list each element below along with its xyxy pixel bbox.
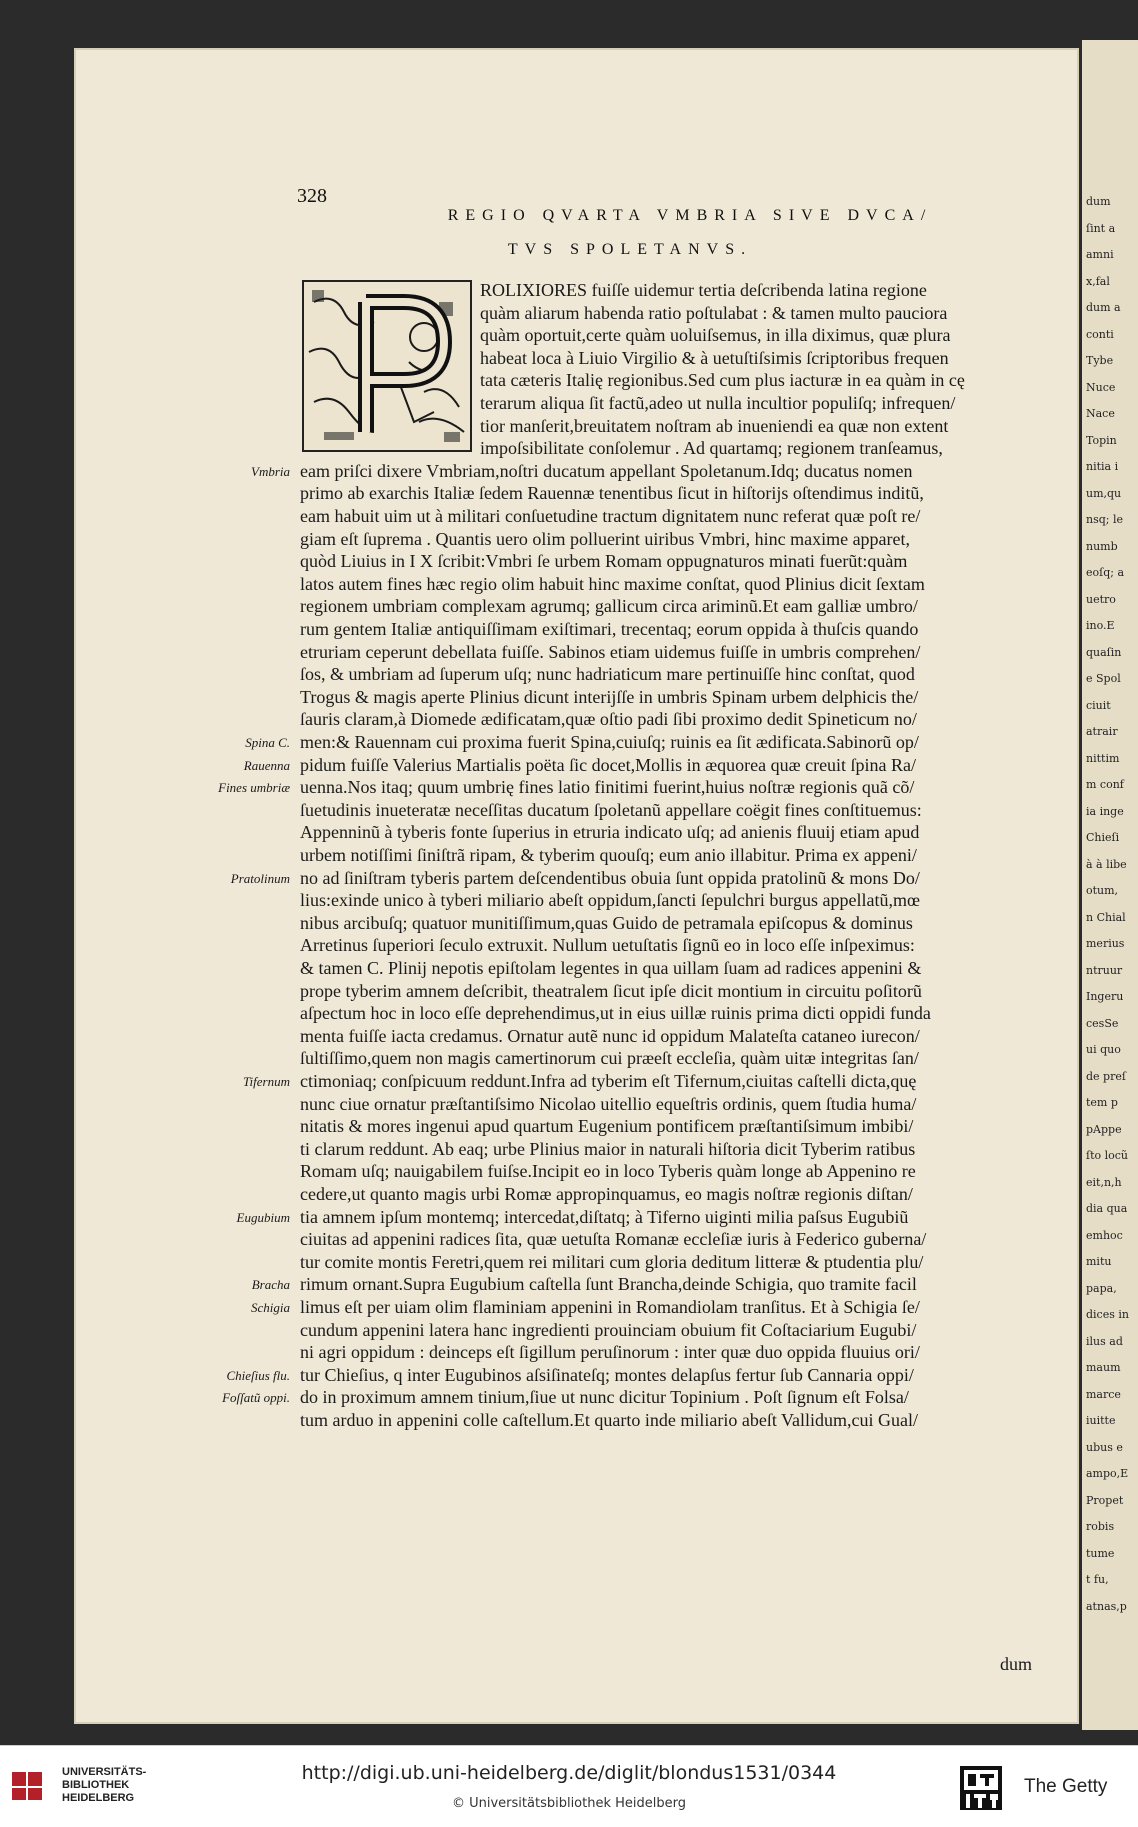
facing-page-fragment: emhoc (1086, 1228, 1123, 1242)
text-line: quàm aliarum habenda ratio poſtulabat : & tamen multo pauciora (480, 302, 948, 323)
text-line: menta fuiſſe iacta credamus. Ornatur autẽ nunc id oppidum Malateſta cataneo iurecon/ (300, 1025, 920, 1046)
text-line: terarum aliqua ſit factũ,adeo ut nulla incultior populiſq; infrequen/ (480, 393, 956, 413)
chapter-heading-line-2: TVS SPOLETANVS. (507, 241, 753, 258)
text-line: nunc ciue ornatur præſtantiſsimo Nicolao uitellio equeſtris ordinis, quem ſtudia huma/ (300, 1093, 917, 1114)
facing-page-fragment: dum (1086, 195, 1111, 208)
facing-page-fragment: Nace (1086, 407, 1115, 420)
text-line: limus eſt per uiam olim flaminiam appenini in Romandiolam tranſitus. Et à Schigia ſe/ (300, 1297, 920, 1317)
text-line: quòd Liuius in I X ſcribit:Vmbri ſe urbem Romam oppugnaturos minati fuerũt:quàm (300, 551, 908, 572)
facing-page-fragment: nittim (1086, 751, 1120, 765)
copyright-notice: © Universitätsbibliothek Heidelberg (451, 1796, 686, 1811)
facing-page-fragment: Propet (1086, 1493, 1124, 1507)
text-line: cedere,ut quanto magis urbi Romæ appropinquamus, eo magis noſtræ regionis diſtan/ (300, 1184, 913, 1204)
facing-page-fragment: n Chial (1086, 910, 1126, 924)
facing-page-fragment: Nuce (1086, 380, 1116, 394)
facing-page-fragment: ino.E (1086, 619, 1115, 632)
text-line: Trogus & magis aperte Plinius dicunt interijſſe in umbris Spinam urbem delphicis the/ (300, 686, 919, 707)
viewer-footer (0, 1745, 1138, 1827)
facing-page-fragment: numb (1086, 539, 1118, 553)
text-line: regionem umbriam complexam agrumq; gallicum circa ariminũ.Et eam galliæ umbro/ (300, 596, 918, 617)
chapter-heading-line-1: REGIO QVARTA VMBRIA SIVE DVCA/ (447, 207, 933, 224)
text-line: nibus arcibuſq; quatuor munitiſſimum,quas Guido de petramala epiſcopus & dominus (300, 912, 913, 933)
text-line: ctimoniaq; conſpicuum reddunt.Infra ad tyberim eſt Tifernum,ciuitas caſtelli dicta,quę (300, 1071, 917, 1091)
facing-page-fragment: robis (1086, 1520, 1115, 1533)
facing-page-fragment: nsq; le (1086, 513, 1124, 526)
text-line: tur Chieſius, q inter Eugubinos aſsiſinateſq; montes delapſus fertur ſub Cannaria oppi/ (300, 1364, 914, 1385)
facing-page-fragment: Ingeru (1086, 990, 1124, 1003)
text-line: Appenninũ à tyberis fonte ſuperius in etruria indicato uſq; ad anienis fluuij etiam apud (300, 822, 920, 843)
text-line: do in proximum amnem tinium,ſiue ut nunc dicitur Topinium . Poſt ſignum eſt Folsa/ (300, 1387, 909, 1408)
text-line: & tamen C. Plinij nepotis epiſtolam legentes in qua uillam ſuam ad radices appenini & (300, 958, 922, 978)
text-line: ROLIXIORES fuiſſe uidemur tertia deſcribenda latina regione (480, 280, 927, 300)
text-line: uenna.Nos itaq; quum umbrię fines latio finitimi fuerint,huius noſtræ regionis quã cõ/ (300, 777, 915, 798)
decorated-initial-image (302, 280, 472, 452)
text-line: prope tyberim amnem deſcribit, theatralem ſicut ipſe dicit montium in circuitu poſitorũ (300, 980, 922, 1001)
text-line: men:& Rauennam cui proxima fuerit Spina,cuiuſq; ruinis ea ſit ædificata.Sabinorũ op/ (300, 732, 919, 752)
margin-note: Spina C. (245, 735, 290, 750)
margin-note: Rauenna (243, 757, 290, 773)
margin-note: Pratolinum (230, 870, 290, 886)
partner-name: The Getty (1024, 1776, 1108, 1797)
facing-page-fragment: dices in (1086, 1308, 1129, 1321)
facing-page-fragment: x,fal (1086, 274, 1110, 288)
facing-page-fragment: pAppe (1086, 1122, 1122, 1136)
text-line: rum gentem Italiæ antiquiſſimam exiſtimari, trecentaq; eorum oppida à thuſcis quando (300, 619, 919, 639)
facing-page-fragment: quaſin (1086, 645, 1122, 659)
facing-page-fragment: tem p (1086, 1096, 1118, 1109)
facing-page-fragment: Chieſi (1086, 831, 1120, 844)
margin-note: Eugubium (236, 1209, 290, 1225)
text-line: ſauris claram,à Diomede ædificatam,quæ oſtio padi ſibi proximo dedit Spineticum no/ (300, 709, 917, 730)
facing-page-fragment: atnas,p (1086, 1599, 1127, 1613)
text-line: cundum appenini latera hanc ingredienti prouinciam obuium fit Coſtaciarium Eugubi/ (300, 1319, 917, 1340)
margin-note: Fines umbriæ (218, 780, 290, 796)
text-line: primo ab exarchis Italiæ ſedem Rauennæ tenentibus ſicut in hiſtorijs oſtendimus inditũ, (300, 483, 924, 504)
facing-page-fragment: dia qua (1086, 1202, 1128, 1215)
facing-page-fragment: ſint a (1086, 221, 1116, 235)
facing-page-fragment: atrair (1086, 725, 1118, 738)
margin-note: Tifernum (243, 1074, 290, 1089)
institution-line-3: HEIDELBERG (62, 1792, 135, 1804)
facing-page-fragment: m conf (1086, 778, 1124, 791)
facing-page-fragment: de preſ (1086, 1069, 1126, 1083)
text-line: aſpectum hoc in loco eſſe deprehendimus,ut in eius uillæ ruinis prima dicti oppidi funda (300, 1003, 931, 1024)
text-line: rimum ornant.Supra Eugubium caſtella ſunt Brancha,deinde Schigia, quo tramite facil (300, 1274, 917, 1295)
facing-page-fragment: ntruur (1086, 963, 1123, 977)
facing-page-fragment: eit,n,h (1086, 1175, 1122, 1189)
text-line: tum arduo in appenini colle caſtellum.Et quarto inde miliario abeſt Vallidum,cui Gual/ (300, 1410, 919, 1430)
facing-page-fragment: merius (1086, 937, 1125, 950)
getty-logo-icon (958, 1764, 1004, 1812)
text-line: no ad ſiniſtram tyberis partem deſcendentibus obuia ſunt oppida pratolinũ & mons Do/ (300, 867, 920, 888)
text-line: tata cæteris Italię regionibus.Sed cum plus iacturæ in ea quàm in cę (480, 370, 965, 391)
margin-note: Foſſatũ oppi. (222, 1390, 290, 1406)
text-line: eam priſci dixere Vmbriam,noſtri ducatum appellant Spoletanum.Idq; ducatus nomen (300, 460, 913, 481)
facing-page-fragment: Topin (1086, 433, 1117, 447)
facing-page-fragment: papa, (1086, 1281, 1117, 1295)
text-line: etruriam ceperunt debellata fuiſſe. Sabinos etiam uidemus fuiſſe in umbris comprehen/ (300, 641, 921, 662)
facing-page-fragment: tume (1086, 1546, 1115, 1560)
facing-page-fragment: eoſq; a (1086, 566, 1125, 579)
woodcut-initial-p-icon (304, 282, 470, 450)
text-line: giam eſt ſuprema . Quantis uero olim polluerint uiribus Vmbri, hinc maxime apparet, (300, 528, 911, 549)
facing-page-fragment: ampo,E (1086, 1467, 1129, 1480)
facing-page-fragment: Tybe (1086, 354, 1114, 367)
text-line: ſos, & umbriam ad ſuperum uſq; nunc hadriaticum mare pertinuiſſe hinc conſtat, quod (300, 664, 915, 685)
facing-page-edge (1082, 40, 1138, 1730)
text-line: urbem notiſſimi ſiniſtrã ripam, & tyberim quouſq; eum anio illabitur. Prima ex appeni/ (300, 845, 917, 865)
catchword: dum (1000, 1654, 1033, 1674)
text-line: ſuetudinis inueteratæ neceſſitas ducatum ſpoletanũ appellare coëgit fines conſtituemus: (300, 799, 922, 820)
facing-page-fragment: uetro (1086, 592, 1116, 606)
text-line: eam habuit uim ut à militari conſuetudine tractum dignitatem nunc referat quæ poſt re/ (300, 506, 921, 526)
facing-page-fragment: e Spol (1086, 672, 1121, 685)
text-line: ſultiſſimo,quem non magis camertinorum cui præeſt eccleſia, quàm uitæ integritas ſan/ (300, 1048, 919, 1069)
institution-line-1: UNIVERSITÄTS- (62, 1766, 147, 1778)
text-line: nitatis & mores ingenui apud quartum Eugenium pontificem præſtantiſsimum imbibi/ (300, 1116, 914, 1137)
facing-page-fragment: conti (1086, 327, 1114, 341)
text-line: ni agri oppidum : deinceps eſt ſigillum peruſinorum : inter quæ duo oppida fluuius ori/ (300, 1342, 920, 1363)
text-line: tur comite montis Feretri,quem rei militari cum gloria deditum litteræ & ptudentia plu/ (300, 1251, 924, 1272)
permalink-url[interactable]: http://digi.ub.uni-heidelberg.de/diglit/blondus1531/0344 (301, 1762, 837, 1784)
facing-page-fragment: um,qu (1086, 486, 1122, 500)
text-line: habeat loca à Liuio Virgilio & à uetuſtiſsimis ſcriptoribus frequen (480, 347, 949, 368)
facing-page-fragment: t fu, (1086, 1573, 1109, 1586)
margin-note: Bracha (251, 1277, 290, 1293)
text-line: Arretinus ſuperiori ſeculo extruxit. Nullum uetuſtatis ſignũ eo in loco eſſe inſpeximus: (300, 935, 915, 956)
text-line: impoſsibilitate conſolemur . Ad quartamq; regionem tranſeamus, (480, 438, 943, 459)
text-line: tior manſerit,breuitatem noſtram ab inueniendi ea quæ non extent (480, 415, 949, 436)
facing-page-fragment: marce (1086, 1387, 1121, 1401)
facing-page-fragment: dum a (1086, 301, 1121, 314)
margin-note: Chieſius flu. (226, 1367, 290, 1383)
facing-page-fragment: otum, (1086, 884, 1119, 897)
facing-page-fragment: ubus e (1086, 1440, 1123, 1454)
facing-page-fragment: amni (1086, 248, 1114, 261)
text-line: quàm oportuit,certe quàm uoluiſsemus, in illa diximus, quæ plura (480, 325, 951, 346)
facing-page-fragment: iuitte (1086, 1414, 1116, 1427)
facing-page-fragment: ſto locũ (1086, 1149, 1128, 1162)
facing-page-fragment: ilus ad (1086, 1334, 1123, 1348)
facing-page-fragment: mitu (1086, 1255, 1112, 1268)
facing-page-fragment: maum (1086, 1361, 1121, 1374)
institution-line-2: BIBLIOTHEK (62, 1779, 130, 1791)
facing-page-fragment: cesSe (1086, 1016, 1119, 1030)
text-line: ti clarum reddunt. Ab eaq; urbe Plinius maior in naturali hiſtoria dicit Tyberim ratibus (300, 1138, 916, 1159)
facing-page-fragment: ciuit (1086, 698, 1111, 712)
text-line: pidum fuiſſe Valerius Martialis poëta ſic docet,Mollis in æquorea quæ creuit ſpina Ra/ (300, 754, 917, 775)
text-line: latos autem fines hæc regio olim habuit hinc maxime conſtat, quod Plinius dicit ſextam (300, 573, 925, 594)
margin-note: Vmbria (251, 463, 290, 479)
page-number: 328 (297, 185, 327, 207)
text-line: Romam uſq; nauigabilem fuiſse.Incipit eo in loco Tyberis quàm longe ab Appenino re (300, 1161, 916, 1182)
text-line: tia amnem ipſum montemq; intercedat,diſtatq; à Tiferno uiginti milia paſsus Eugubiũ (300, 1206, 909, 1227)
text-line: lius:exinde unico à tyberi miliario abeſt oppidum,ſancti ſepulchri burgus appellatũ,mœ (300, 890, 921, 911)
facing-page-fragment: nitia i (1086, 460, 1119, 473)
text-line: ciuitas ad appenini radices ſita, quæ uetuſta Romanæ eccleſiæ iuris à Federico guberna/ (300, 1229, 927, 1250)
facing-page-fragment: ui quo (1086, 1043, 1121, 1056)
facing-page-fragment: ia inge (1086, 804, 1124, 818)
margin-note: Schigia (251, 1300, 290, 1315)
facing-page-fragment: à à libe (1086, 857, 1127, 871)
